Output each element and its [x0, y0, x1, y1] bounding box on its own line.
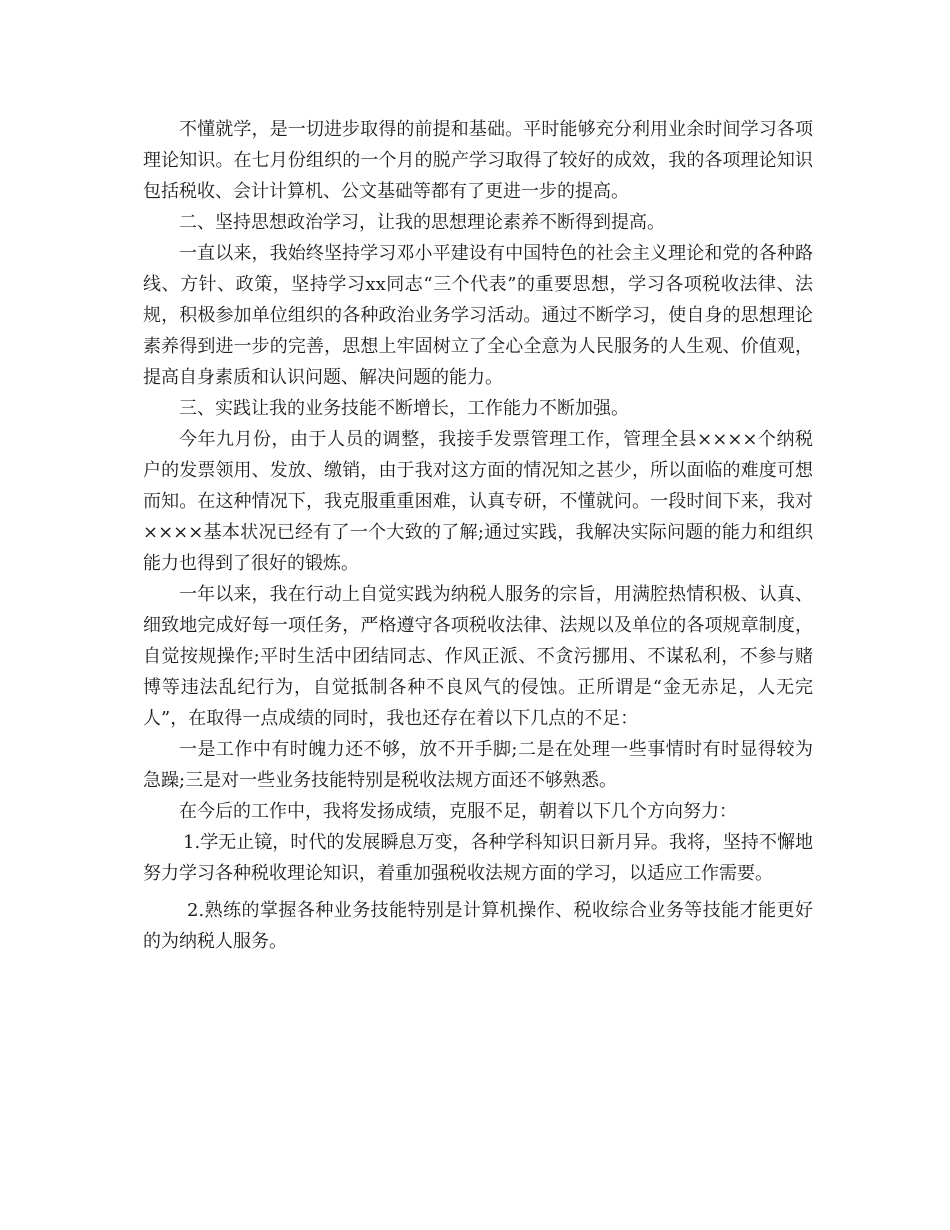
list-item-skill-mastery: 2.熟练的掌握各种业务技能特别是计算机操作、税收综合业务等技能才能更好的为纳税人服务。 — [143, 900, 813, 952]
paragraph-invoice-management: 今年九月份，由于人员的调整，我接手发票管理工作，管理全县××××个纳税户的发票领用、发放、缴销，由于我对这方面的情况知之甚少，所以面临的难度可想而知。在这种情况下，我克服重重困难，认真专研，不懂就问。一段时间下来，我对××××基本状况已经有了一个大致的了解;通过实践，我解决实际问题的能力和组织能力也得到了很好的锻炼。 — [143, 429, 813, 574]
section-heading-political-study: 二、坚持思想政治学习，让我的思想理论素养不断得到提高。 — [179, 212, 665, 233]
paragraph-shortcomings: 一是工作中有时魄力还不够，放不开手脚;二是在处理一些事情时有时显得较为急躁;三是对一些业务技能特别是税收法规方面还不够熟悉。 — [143, 739, 813, 791]
paragraph-political-study: 一直以来，我始终坚持学习邓小平建设有中国特色的社会主义理论和党的各种路线、方针、政策，坚持学习xx同志“三个代表”的重要思想，学习各项税收法律、法规，积极参加单位组织的各种政治业务学习活动。通过不断学习，使自身的思想理论素养得到进一步的完善，思想上牢固树立了全心全意为人民服务的人生观、价值观，提高自身素质和认识问题、解决问题的能力。 — [143, 243, 813, 388]
document-body — [143, 114, 813, 957]
section-heading-practice: 三、实践让我的业务技能不断增长，工作能力不断加强。 — [179, 398, 629, 419]
list-item-continuous-learning: 1.学无止镜，时代的发展瞬息万变，各种学科知识日新月异。我将，坚持不懈地努力学习各种税收理论知识，着重加强税收法规方面的学习，以适应工作需要。 — [143, 832, 813, 884]
paragraph-year-conduct: 一年以来，我在行动上自觉实践为纳税人服务的宗旨，用满腔热情积极、认真、细致地完成好每一项任务，严格遵守各项税收法律、法规以及单位的各项规章制度，自觉按规操作;平时生活中团结同志、作风正派、不贪污挪用、不谋私利，不参与赌博等违法乱纪行为，自觉抵制各种不良风气的侵蚀。正所谓是“金无赤足，人无完人”，在取得一点成绩的同时，我也还存在着以下几点的不足： — [143, 584, 813, 729]
paragraph-study-basics: 不懂就学，是一切进步取得的前提和基础。平时能够充分利用业余时间学习各项理论知识。在七月份组织的一个月的脱产学习取得了较好的成效，我的各项理论知识包括税收、会计计算机、公文基础等都有了更进一步的提高。 — [143, 119, 813, 202]
paragraph-future-directions: 在今后的工作中，我将发扬成绩，克服不足，朝着以下几个方向努力： — [179, 801, 737, 822]
